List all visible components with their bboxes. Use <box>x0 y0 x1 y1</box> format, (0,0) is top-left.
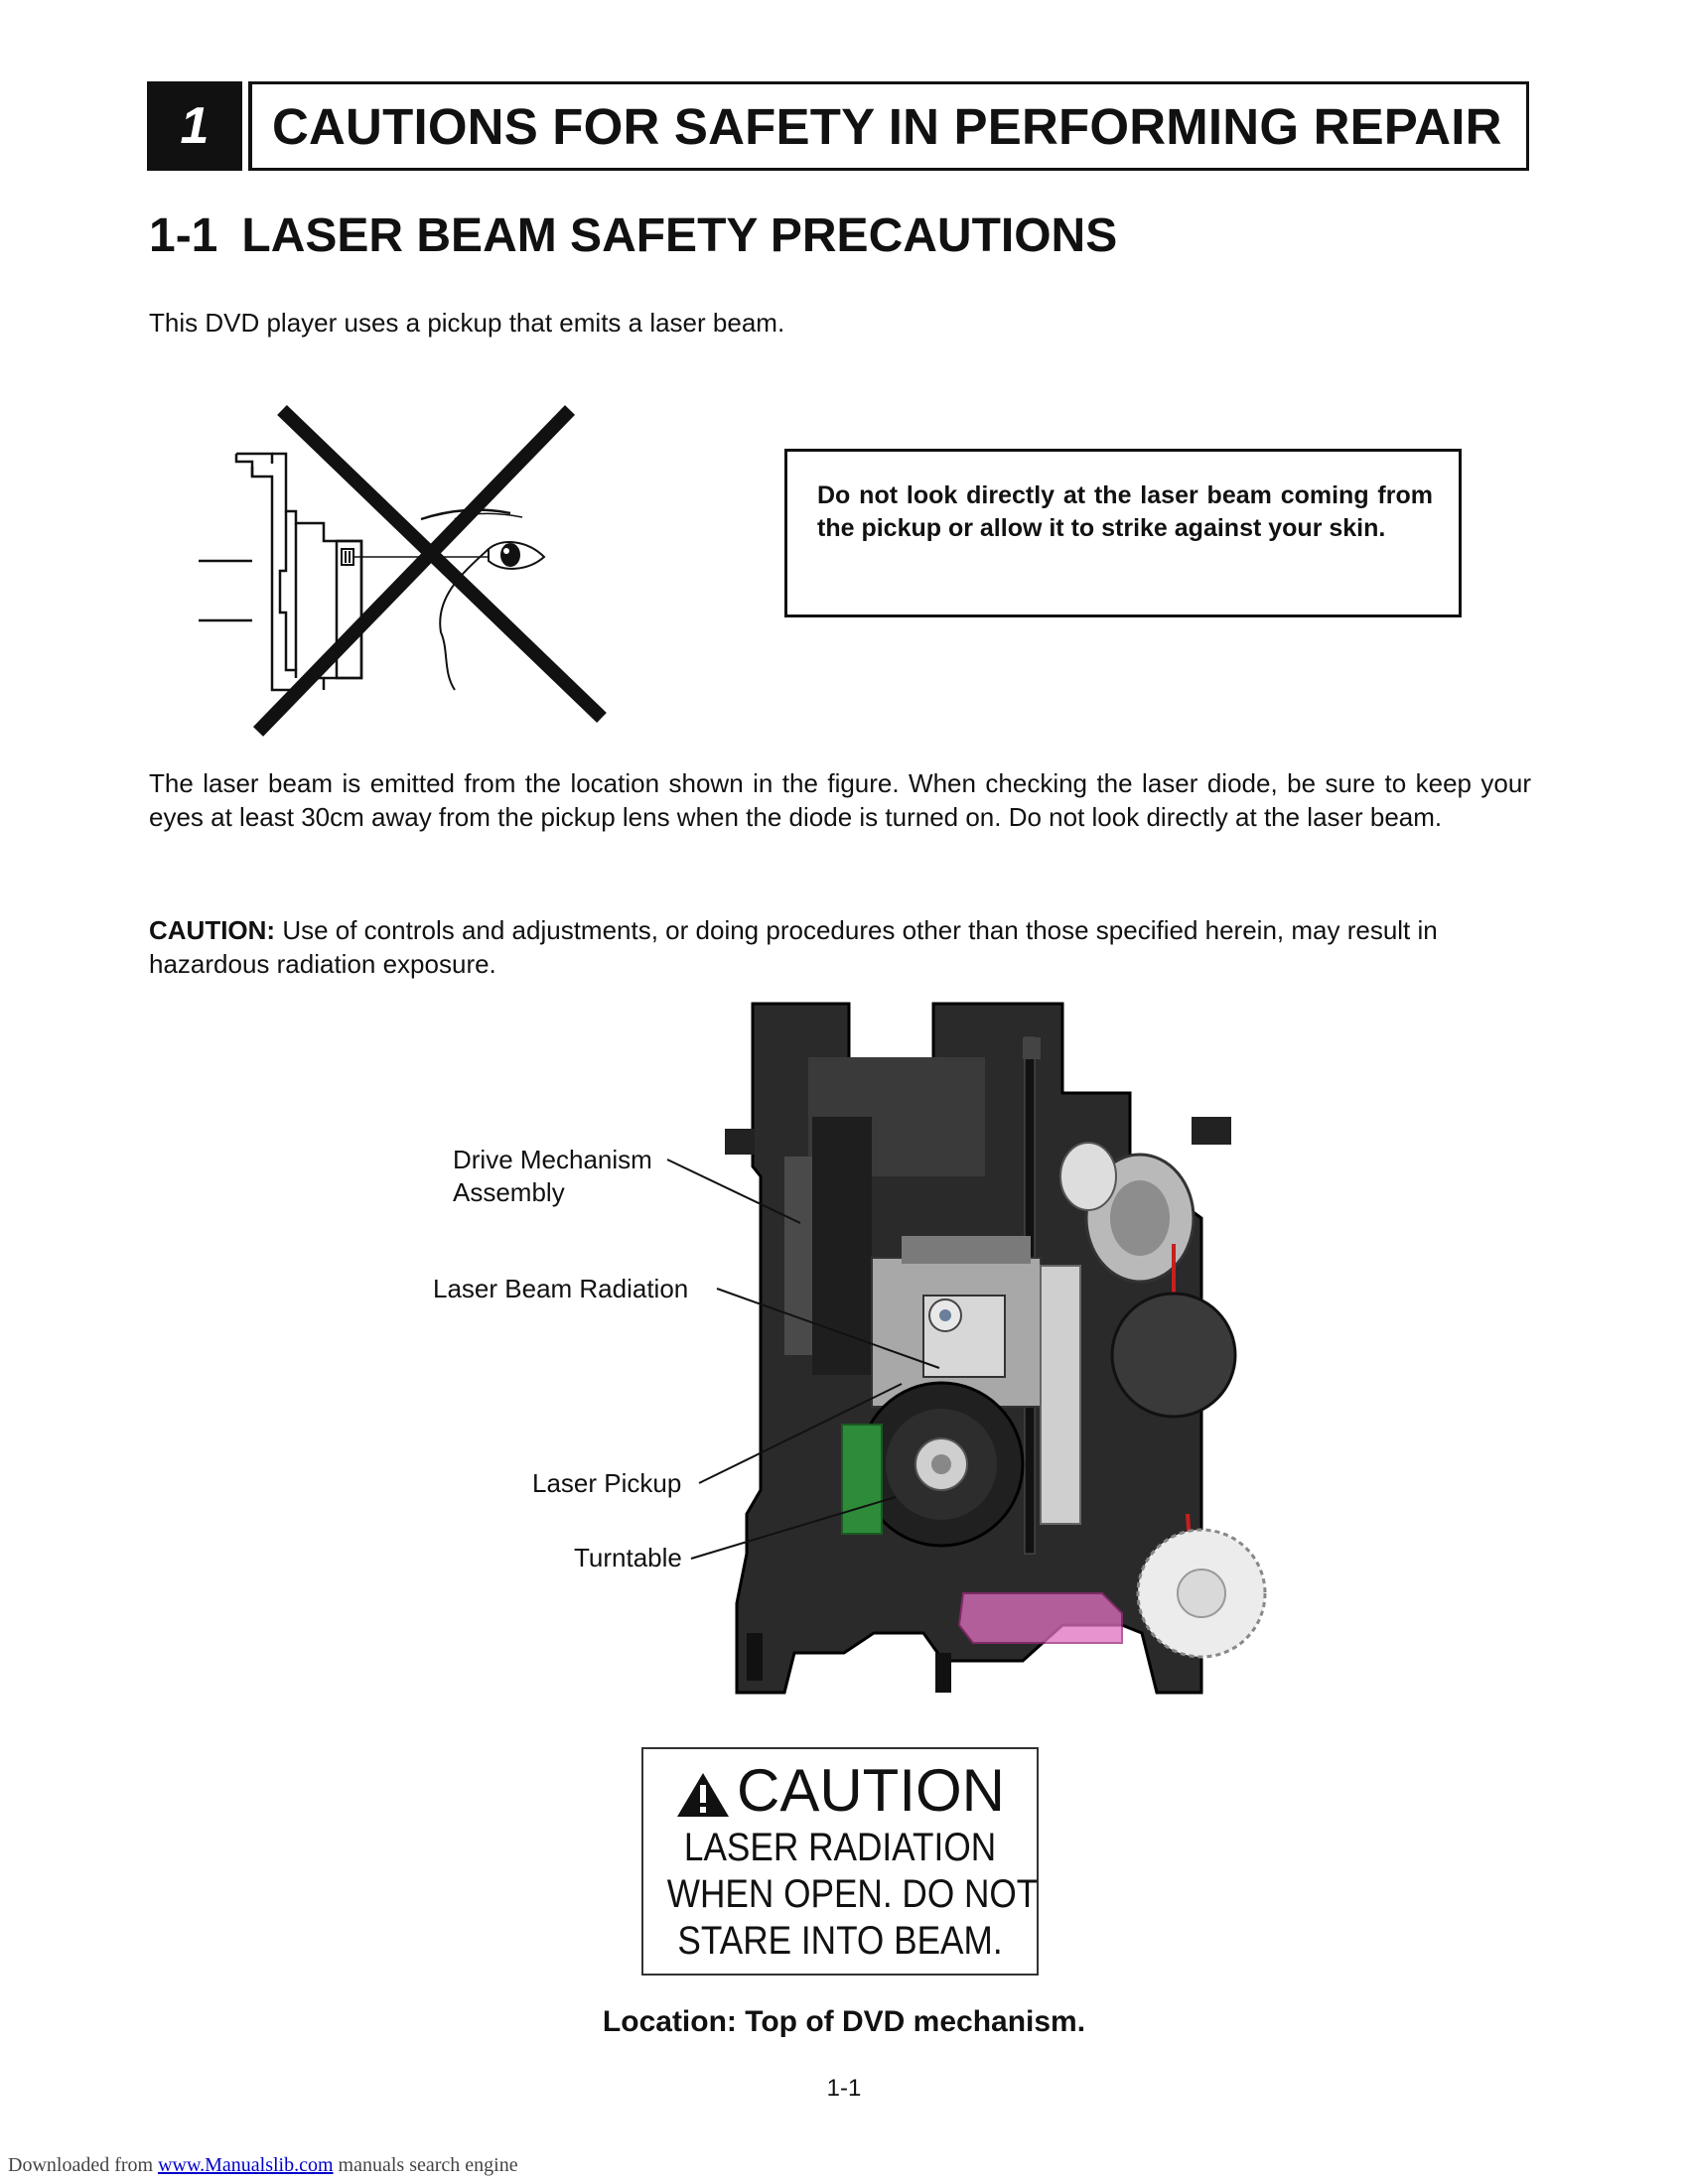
callout-turntable: Turntable <box>574 1543 682 1572</box>
dvd-mechanism-photo <box>725 998 1301 1703</box>
callout-laser-beam-radiation: Laser Beam Radiation <box>433 1274 689 1303</box>
caution-text: Use of controls and adjustments, or doing procedures other than those specified herein, may result in hazardous radiation exposure. <box>149 915 1438 979</box>
callout-drive-mechanism: Drive Mechanism Assembly <box>453 1145 652 1207</box>
caution-label-line3: STARE INTO BEAM. <box>677 1919 1003 1963</box>
section-number: 1 <box>147 81 242 171</box>
pink-clamp <box>959 1593 1122 1643</box>
body-paragraph: The laser beam is emitted from the location shown in the figure. When checking the laser diode, be sure to keep your eyes at least 30cm away from the pickup lens when the diode is turned on. Do not look directly at the laser beam. <box>149 768 1531 832</box>
page-number: 1-1 <box>826 2075 862 2102</box>
caution-paragraph <box>149 913 1531 981</box>
callout-laser-pickup: Laser Pickup <box>532 1468 682 1498</box>
caution-label-line1: LASER RADIATION <box>683 1826 997 1869</box>
section-header <box>147 81 1529 171</box>
pcb-board <box>842 1425 882 1534</box>
lens-icon <box>342 549 353 565</box>
do-not-look-illustration <box>195 402 622 740</box>
laser-warning-box <box>784 449 1462 617</box>
section-title: CAUTIONS FOR SAFETY IN PERFORMING REPAIR <box>272 97 1502 155</box>
manualslib-link[interactable]: www.Manualslib.com <box>158 2154 334 2176</box>
pickup-outline <box>236 454 361 690</box>
subsection-heading <box>149 208 1117 263</box>
eye-icon <box>489 542 544 569</box>
laser-caution-label <box>641 1747 1039 1976</box>
download-footer: Downloaded from www.Manualslib.com manuals search engine <box>8 2154 518 2176</box>
turntable <box>860 1383 1023 1546</box>
subsection-number: 1-1 <box>149 209 218 262</box>
intro-paragraph: This DVD player uses a pickup that emits a laser beam. <box>149 308 785 338</box>
laser-warning-text: Do not look directly at the laser beam coming from the pickup or allow it to strike against your skin. <box>817 481 1433 542</box>
caution-label-heading: CAUTION <box>737 1757 1005 1824</box>
location-caption: Location: Top of DVD mechanism. <box>602 2005 1086 2038</box>
cross-out-x-icon <box>258 410 602 732</box>
warning-triangle-icon <box>675 1771 731 1819</box>
caution-label-line2: WHEN OPEN. DO NOT <box>666 1872 1039 1916</box>
subsection-title: LASER BEAM SAFETY PRECAUTIONS <box>241 209 1118 262</box>
laser-pickup-assembly <box>872 1236 1041 1407</box>
caution-label-text: CAUTION: <box>149 915 276 945</box>
